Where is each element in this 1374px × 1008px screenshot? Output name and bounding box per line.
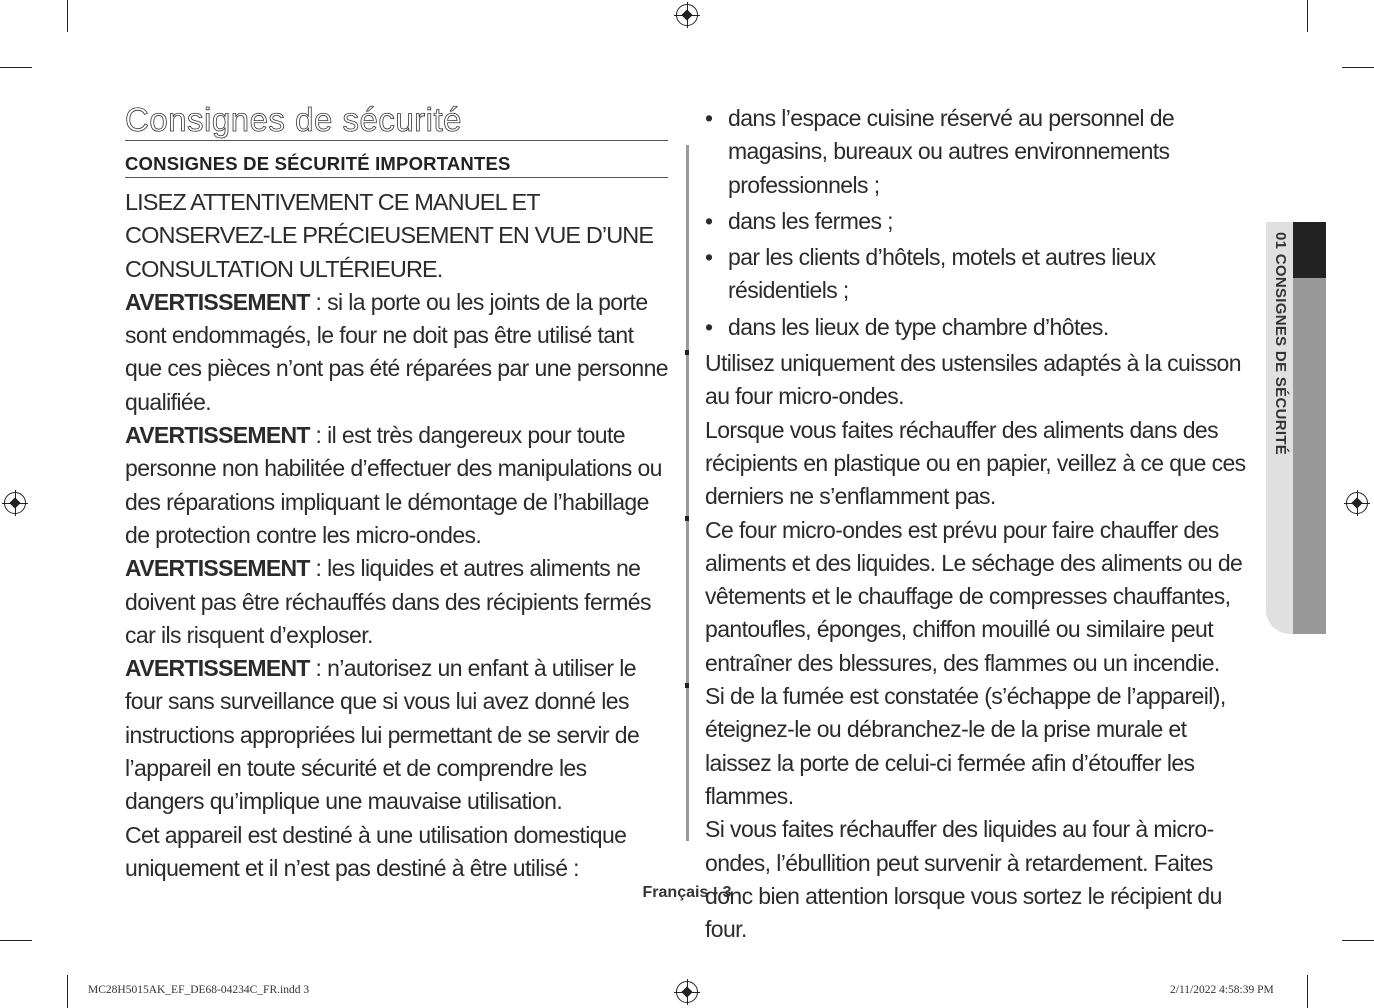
warning-label: AVERTISSEMENT [125,555,310,582]
crop-mark [1307,975,1308,1008]
page-number: Français - 3 [642,884,732,901]
warning-label: AVERTISSEMENT [125,422,310,449]
crop-mark [1342,67,1374,68]
registration-mark-icon [676,981,698,1003]
warning-text: : n’autorisez un enfant à utiliser le four sans surveillance que si vous lui avez donné les instructions appropriées lui permettant de se servir de l’appareil en toute sécurité et de comprendre les dangers qu’implique une mauvaise utilisation. [125,655,640,815]
print-timestamp: 2/11/2022 4:58:39 PM [1170,984,1274,996]
warning-label: AVERTISSEMENT [125,655,310,682]
side-tab-marker [1293,222,1326,278]
registration-mark-icon [1346,492,1368,514]
paragraph: Si vous faites réchauffer des liquides au four à micro-ondes, l’ébullition peut survenir à retardement. Faites donc bien attention lorsque vous sortez le récipient du four. [705,816,1222,943]
right-column [705,102,1255,946]
warning-text: : si la porte ou les joints de la porte sont endommagés, le four ne doit pas être utilisé tant que ces pièces n’ont pas été réparées par une personne qualifiée. [125,288,668,415]
divider-mark [685,516,689,521]
warning-text: : les liquides et autres aliments ne doivent pas être réchauffés dans des récipients fermés car ils risquent d’exploser. [125,555,651,648]
crop-mark [67,975,68,1008]
side-tab-bar [1293,278,1326,634]
divider-mark [685,683,689,688]
list-item: • par les clients d’hôtels, motels et autres lieux résidentiels ; [705,241,1255,308]
warning-paragraph [125,286,670,419]
crop-mark [67,0,68,32]
divider-mark [685,350,689,355]
paragraph: Lorsque vous faites réchauffer des aliments dans des récipients en plastique ou en papier, veillez à ce que ces derniers ne s’enflamment pas. [705,416,1246,510]
section-subtitle: CONSIGNES DE SÉCURITÉ IMPORTANTES [125,153,668,178]
column-divider [686,145,689,841]
warning-text: : il est très dangereux pour toute personne non habilitée d’effectuer des manipulations ou des réparations impliquant le démontage de l’habillage de protection contre les micro-ondes. [125,422,662,548]
usage-list [705,102,1255,344]
file-slug: MC28H5015AK_EF_DE68-04234C_FR.indd 3 [88,984,310,996]
warning-paragraph [125,652,670,818]
closing-text: Cet appareil est destiné à une utilisation domestique uniquement et il n’est pas destiné à être utilisé : [125,821,627,881]
left-column [125,186,670,885]
warning-label: AVERTISSEMENT [125,288,310,315]
list-item: • dans l’espace cuisine réservé au personnel de magasins, bureaux ou autres environnements professionnels ; [705,102,1255,202]
list-item: • dans les fermes ; [705,205,1255,238]
page-title: Consignes de sécurité [125,100,668,141]
registration-mark-icon [676,4,698,26]
paragraph: Utilisez uniquement des ustensiles adaptés à la cuisson au four micro-ondes. [705,350,1241,410]
crop-mark [1307,0,1308,32]
paragraph: Si de la fumée est constatée (s’échappe de l’appareil), éteignez-le ou débranchez-le de la prise murale et laissez la porte de celui-ci fermée afin d’étouffer les flammes. [705,683,1226,809]
warning-paragraph [125,419,670,552]
paragraph: Ce four micro-ondes est prévu pour faire chauffer des aliments et des liquides. Le séchage des aliments ou de vêtements et le chauffage de compresses chauffantes, pantoufles, éponges, chiffon mouillé ou similaire peut entraîner des blessures, des flammes ou un incendie. [705,516,1243,676]
warning-paragraph [125,552,670,652]
crop-mark [0,67,32,68]
registration-mark-icon [4,492,26,514]
side-tab-label: 01 CONSIGNES DE SÉCURITÉ [1272,232,1289,456]
crop-mark [0,940,32,941]
intro-text: LISEZ ATTENTIVEMENT CE MANUEL ET CONSERVEZ-LE PRÉCIEUSEMENT EN VUE D’UNE CONSULTATION ULTÉRIEURE. [125,189,654,282]
crop-mark [1342,940,1374,941]
list-item: • dans les lieux de type chambre d’hôtes. [705,311,1255,344]
